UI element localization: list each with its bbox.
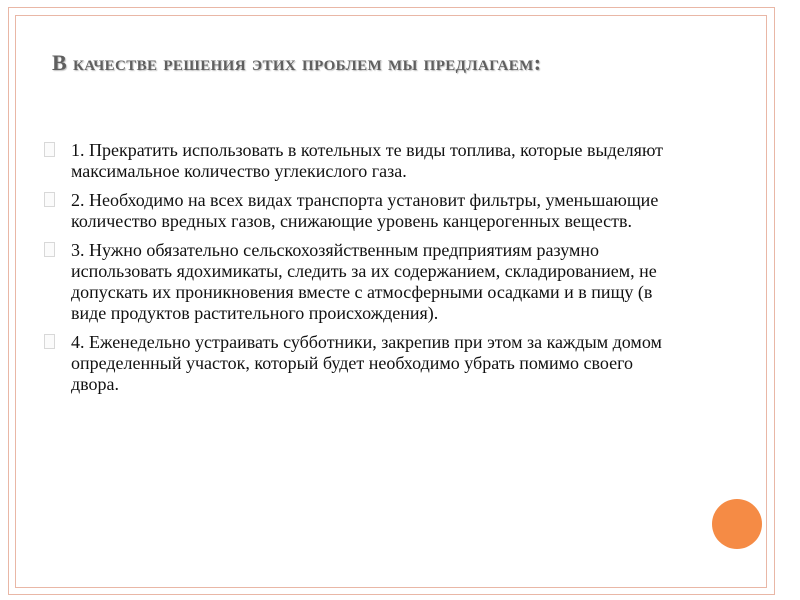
accent-circle xyxy=(712,499,762,549)
list-item-text: 4. Еженедельно устраивать субботники, закрепив при этом за каждым домом определенный участок, который будет необходимо убрать помимо своего двора. xyxy=(71,332,662,394)
list-item-text: 3. Нужно обязательно сельскохозяйственным предприятиям разумно использовать ядохимикаты, следить за их содержанием, складированием, не допускать их проникновения вместе с атмосферными осадками и в пищу (в виде продуктов растительного происхождения). xyxy=(71,240,657,323)
bullet-icon xyxy=(44,334,55,349)
list-item xyxy=(44,190,684,232)
bullet-icon xyxy=(44,142,55,157)
bullet-icon xyxy=(44,242,55,257)
list-item-text: 1. Прекратить использовать в котельных те виды топлива, которые выделяют максимальное количество углекислого газа. xyxy=(71,140,664,181)
list-item xyxy=(44,140,684,182)
slide-title: В качестве решения этих проблем мы предлагаем: xyxy=(52,50,542,75)
bullet-icon xyxy=(44,192,55,207)
list-item xyxy=(44,240,684,324)
slide-content xyxy=(44,140,684,403)
list-item xyxy=(44,332,684,395)
list-item-text: 2. Необходимо на всех видах транспорта установит фильтры, уменьшающие количество вредных газов, снижающие уровень канцерогенных веществ. xyxy=(71,190,659,231)
